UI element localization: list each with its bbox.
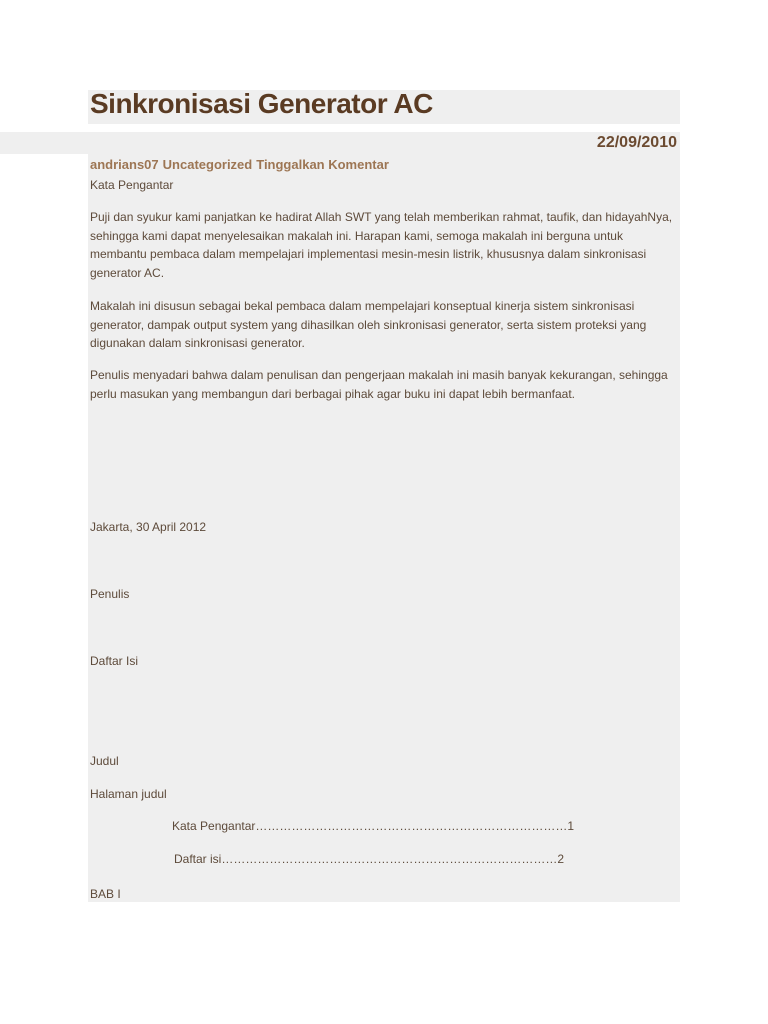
section-heading: Kata Pengantar bbox=[90, 178, 174, 192]
toc-entry-label: Daftar isi bbox=[174, 852, 222, 866]
toc-entry-page: 2 bbox=[557, 852, 565, 866]
category-link[interactable]: Uncategorized bbox=[162, 157, 253, 172]
paragraph-3 bbox=[90, 366, 680, 403]
post-title[interactable]: Sinkronisasi Generator AC bbox=[90, 88, 433, 119]
toc-entry-dots: ………………………………………………………………………… bbox=[221, 852, 558, 866]
toc-judul: Judul bbox=[90, 754, 119, 768]
toc-halaman-judul: Halaman judul bbox=[90, 787, 167, 801]
paragraph-text: Puji dan syukur kami panjatkan ke hadirat Allah SWT yang telah memberikan rahmat, taufik, dan hidayahNya, sehingga kami dapat menyelesaikan makalah ini. Harapan kami, semoga makalah ini berguna untuk membantu pembaca dalam mempelajari implementasi mesin-mesin listrik, khususnya dalam sinkronisasi generator AC. bbox=[90, 210, 673, 280]
comment-link[interactable]: Tinggalkan Komentar bbox=[256, 157, 389, 172]
toc-entry-label: Kata Pengantar bbox=[172, 819, 256, 833]
place-date: Jakarta, 30 April 2012 bbox=[90, 520, 207, 534]
signature: Penulis bbox=[90, 587, 130, 601]
paragraph-2 bbox=[90, 297, 680, 353]
toc-entry bbox=[172, 819, 574, 833]
toc-entry-page: 1 bbox=[567, 819, 575, 833]
toc-entry bbox=[174, 852, 564, 866]
toc-entry-dots: …………………………………………………………………… bbox=[255, 819, 568, 833]
post-meta bbox=[90, 157, 389, 172]
paragraph-text: Makalah ini disusun sebagai bekal pembaca dalam mempelajari konseptual kinerja sistem sinkronisasi generator, dampak output system yang dihasilkan oleh sinkronisasi generator, serta sistem proteksi yang digunakan dalam sinkronisasi generator. bbox=[90, 299, 647, 350]
chapter-heading: BAB I bbox=[90, 887, 121, 901]
paragraph-1 bbox=[90, 208, 680, 282]
author-link[interactable]: andrians07 bbox=[90, 157, 159, 172]
paragraph-text: Penulis menyadari bahwa dalam penulisan dan pengerjaan makalah ini masih banyak kekurangan, sehingga perlu masukan yang membangun dari berbagai pihak agar buku ini dapat lebih bermanfaat. bbox=[90, 368, 668, 401]
post-date: 22/09/2010 bbox=[596, 134, 677, 151]
toc-heading: Daftar Isi bbox=[90, 654, 139, 668]
